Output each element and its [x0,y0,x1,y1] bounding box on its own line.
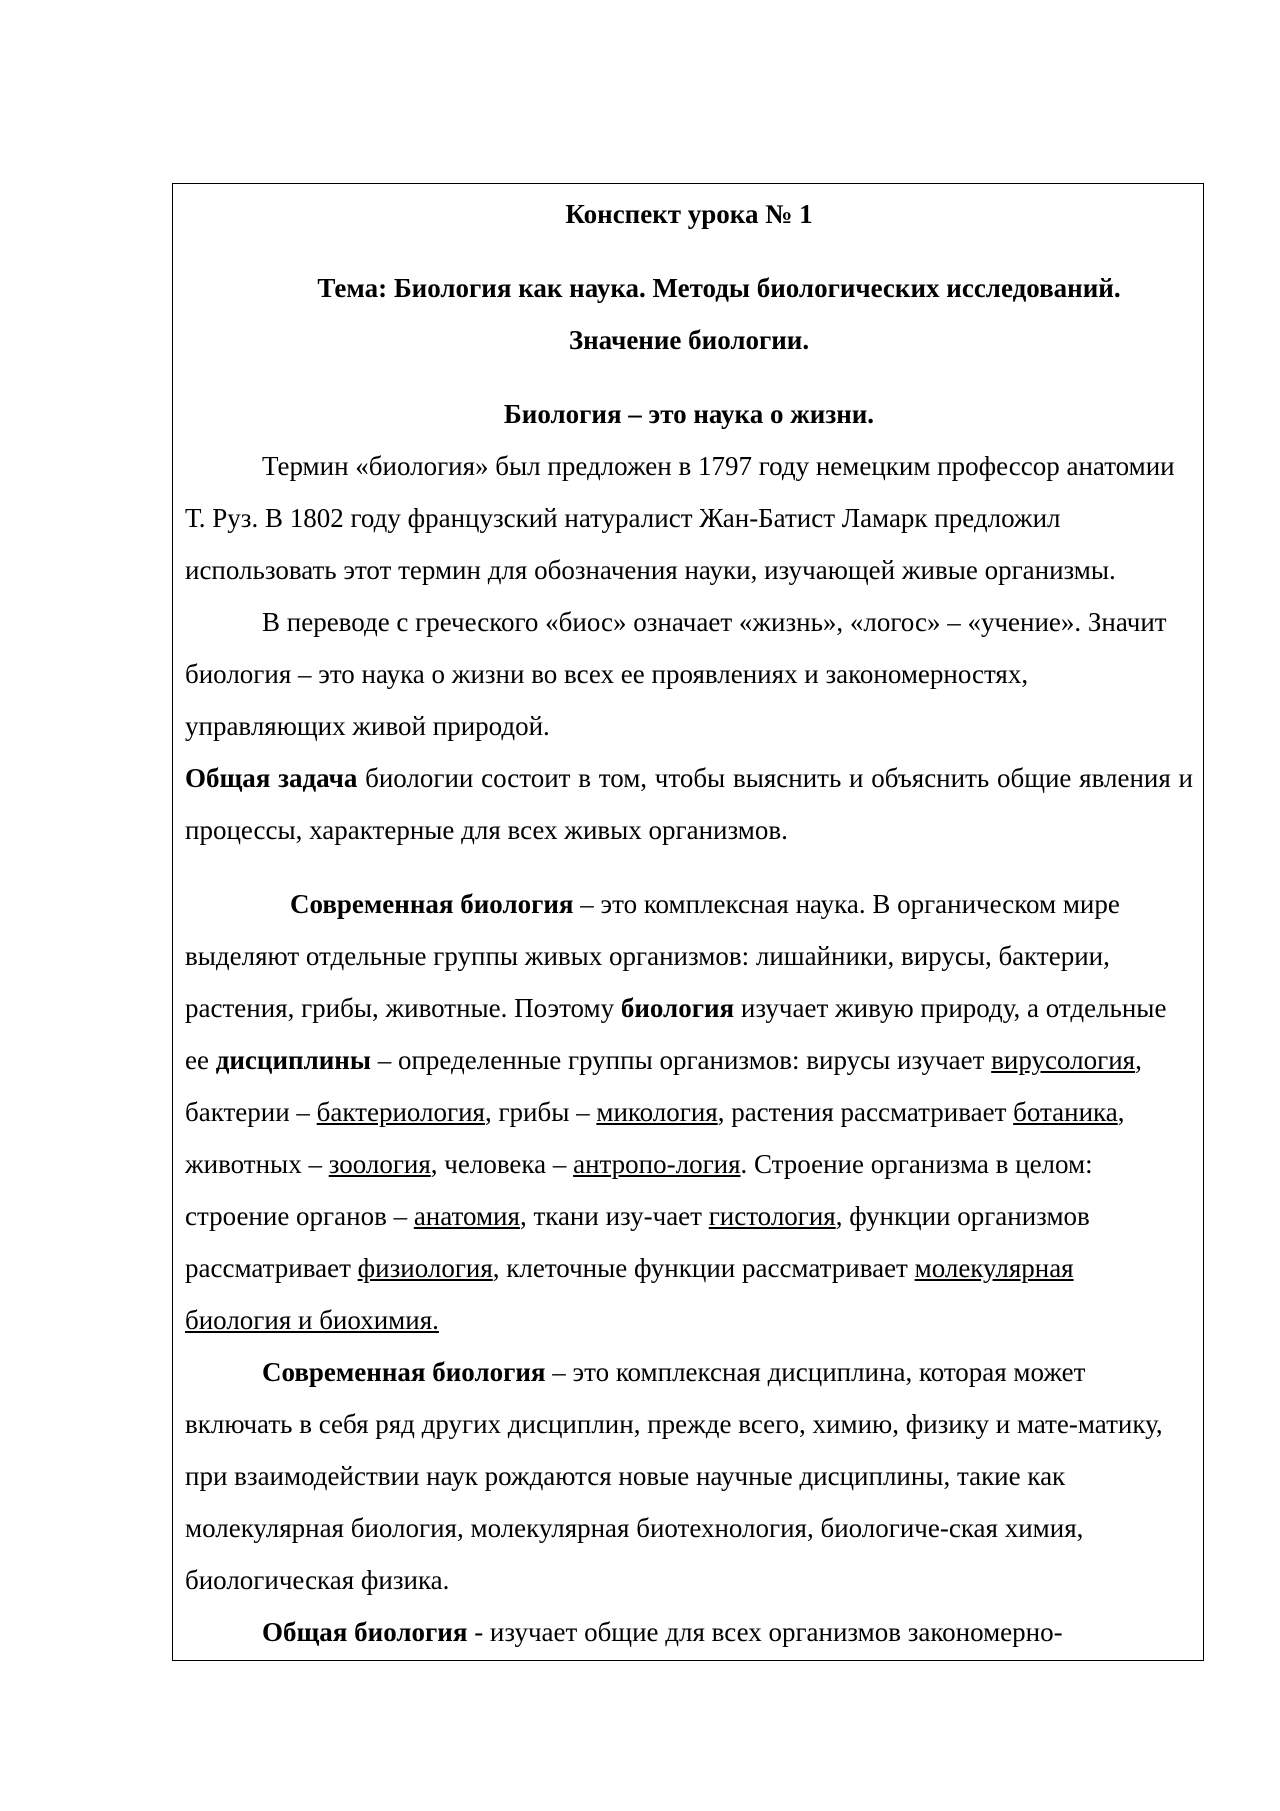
text-segment: , растения рассматривает [717,1097,1014,1127]
term-anatomy: анатомия [413,1201,520,1231]
term-molecular-biology: молекулярная биология и биохимия. [185,1253,1074,1335]
text-segment: изучает живую природу, а отдельные ее [185,993,1167,1075]
paragraph-etymology: В переводе с греческого «биос» означает «жизнь», «логос» – «учение». Значит биология – это наука о жизни во всех ее проявлениях и закономерностях, управляющих живой природой. [185,607,1167,741]
document-body [185,184,1193,1658]
text-segment: , функции организмов рассматривает [185,1201,1090,1283]
topic-line-1: Тема: Биология как наука. Методы биологических исследований. [317,273,1121,303]
text-segment: , клеточные функции рассматривает [492,1253,915,1283]
definition-heading: Биология – это наука о жизни. [503,399,875,429]
general-biology-text: - изучает общие для всех организмов закономерно- [467,1617,1063,1647]
text-segment: , грибы – [484,1097,597,1127]
term-general-task: Общая задача [185,763,358,793]
modern-discipline-text: – это комплексная дисциплина, которая может включать в себя ряд других дисциплин, прежде всего, химию, физику и мате-матику, при взаимодействии наук рождаются новые научные дисциплины, такие как молекулярная биология, молекулярная биотехнология, биологиче-ская химия, биологическая физика. [185,1357,1163,1595]
general-task-text: биологии состоит в том, чтобы выяснить и объяснить общие явления и процессы, характерные для всех живых организмов. [185,763,1193,845]
paragraph-general-biology [185,1606,1193,1658]
lesson-frame [172,183,1204,1661]
term-general-biology: Общая биология [262,1617,468,1647]
text-segment: , ткани изу-чает [519,1201,709,1231]
text-segment: , бактерии – [185,1045,1142,1127]
term-biology: биология [620,993,735,1023]
text-segment: – определенные группы организмов: вирусы изучает [370,1045,992,1075]
term-mycology: микология [596,1097,718,1127]
term-modern-biology-2: Современная биология [262,1357,546,1387]
term-disciplines: дисциплины [215,1045,371,1075]
term-botany: ботаника [1013,1097,1118,1127]
term-virology: вирусология [991,1045,1136,1075]
term-histology: гистология [708,1201,836,1231]
text-segment: . Строение организма в целом: строение органов – [185,1149,1093,1231]
paragraph-term-origin: Термин «биология» был предложен в 1797 году немецким профессор анатомии Т. Руз. В 1802 году французский натуралист Жан-Батист Ламарк предложил использовать этот термин для обозначения науки, изучающей живые организмы. [185,451,1175,585]
paragraph-modern-biology [185,878,1185,1346]
text-segment: – это комплексная наука. В органическом мире выделяют отдельные группы живых организмов: лишайники, вирусы, бактерии, растения, грибы, животные. Поэтому [185,889,1120,1023]
topic-line-2: Значение биологии. [568,325,810,355]
term-bacteriology: бактериология [316,1097,485,1127]
paragraph-general-task [185,752,1193,856]
term-zoology: зоология [328,1149,431,1179]
lesson-title: Конспект урока № 1 [565,199,813,229]
paragraph-modern-discipline [185,1346,1190,1606]
text-segment: , животных – [185,1097,1125,1179]
term-physiology: физиология [357,1253,493,1283]
text-segment: , человека – [430,1149,574,1179]
term-anthropology: антропо-логия [573,1149,741,1179]
term-modern-biology: Современная биология [290,889,574,919]
